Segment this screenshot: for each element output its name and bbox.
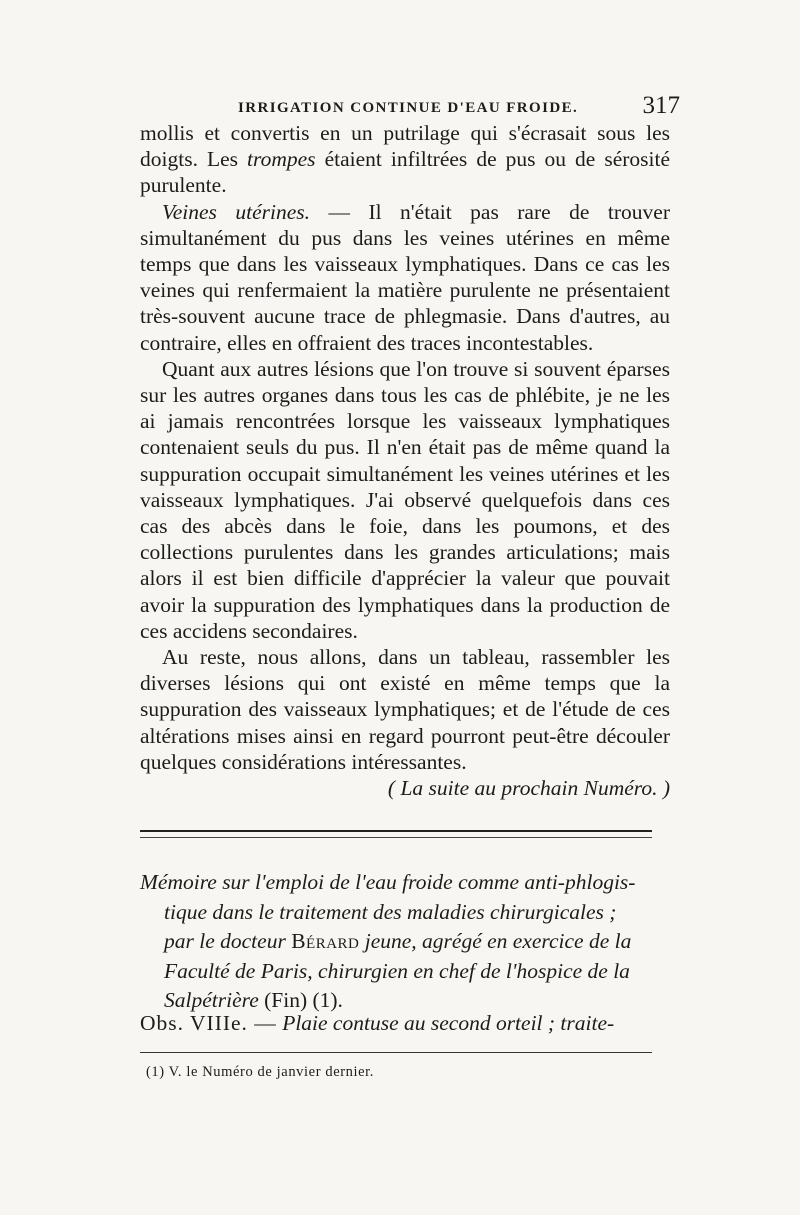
subheading-veines-uterines: Veines utérines.	[162, 199, 311, 224]
memoir-title	[140, 868, 660, 1016]
memoir-title-line-4: Faculté de Paris, chirurgien en chef de l'hospice de la	[164, 958, 630, 983]
footnote: (1) V. le Numéro de janvier dernier.	[146, 1064, 375, 1080]
footnote-rule	[140, 1052, 652, 1053]
paragraph-3: Quant aux autres lésions que l'on trouve si souvent éparses sur les autres organes dans tous les cas de phlébite, je ne les ai jamais rencontrées lorsque les vaisseaux lymphatiques contenaient seuls du pus. Il n'en était pas de même quand la suppuration occupait simultanément les veines utérines et les vaisseaux lymphatiques. J'ai observé quelquefois dans ces cas des abcès dans le foie, dans les poumons, et des collections purulentes dans les grandes articulations; mais alors il est bien difficile d'apprécier la valeur que pouvait avoir la suppuration des lymphatiques dans la production de ces accidens secondaires.	[140, 356, 670, 643]
page-number: 317	[642, 92, 680, 119]
observation-heading	[140, 1010, 660, 1036]
emphasis-trompes: trompes	[247, 147, 316, 172]
running-title: IRRIGATION CONTINUE D'EAU FROIDE.	[238, 100, 579, 116]
memoir-title-line-1: Mémoire sur l'emploi de l'eau froide comme anti-phlogis-	[140, 870, 636, 894]
observation-title: Plaie contuse au second orteil ; traite-	[282, 1011, 615, 1035]
paragraph-1: mollis et convertis en un putrilage qui s'écrasait sous les doigts. Les trompes étaient infiltrées de pus ou de sérosité purulente.	[140, 121, 671, 198]
continued-note: ( La suite au prochain Numéro. )	[387, 776, 670, 801]
memoir-title-line-3: par le docteur Bérard jeune, agrégé en exercice de la	[164, 929, 632, 953]
memoir-title-line-5: Salpétrière (Fin) (1).	[164, 988, 343, 1012]
page-header	[140, 92, 680, 122]
body-text	[140, 120, 670, 801]
paragraph-4: Au reste, nous allons, dans un tableau, rassembler les diverses lésions qui ont existé en même temps que la suppuration des vaisseaux lymphatiques; et de l'étude de ces altérations mises ainsi en regard pourront peut-être découler quelques considérations intéressantes.	[140, 645, 670, 774]
memoir-title-line-2: tique dans le traitement des maladies chirurgicales ;	[164, 899, 617, 924]
section-divider	[140, 830, 652, 838]
observation-label: Obs. VIIIe. —	[140, 1011, 277, 1035]
paragraph-2: Veines utérines. — Il n'était pas rare de trouver simultanément du pus dans les veines utérines en même temps que dans les vaisseaux lymphatiques. Dans ce cas les veines qui renfermaient la matière purulente ne présentaient très-souvent aucune trace de phlegmasie. Dans d'autres, au contraire, elles en offraient des traces incontestables.	[140, 199, 670, 355]
author-name: Bérard	[291, 929, 360, 953]
